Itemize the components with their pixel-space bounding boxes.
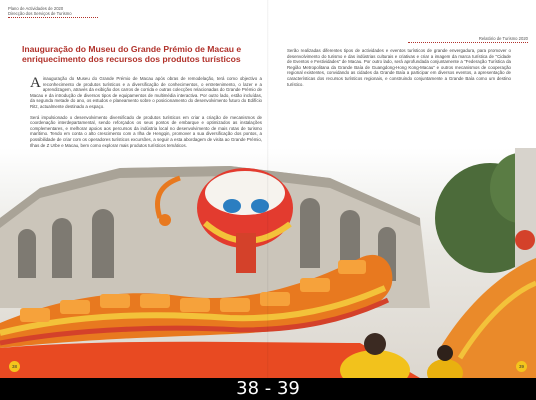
header-left-line1: Plano de Actividades de 2020: [8, 6, 64, 11]
page-number-right: 39: [516, 361, 527, 372]
pillar: [515, 148, 536, 268]
article-title: Inauguração do Museu do Grande Prémio de Macau e enriquecimento dos recursos dos produtos turísticos: [22, 44, 242, 64]
performer-head: [437, 345, 453, 361]
paragraph-right: Serão realizadas diferentes tipos de actividades e eventos turísticos de grande envergadura, para promover o desenvolvimento do turismo e das indústrias culturais e criativas e criar a imagem da marca turística de "Cidade de Eventos e Festividades" de Macau. Por outro lado, será aprofundada conjuntamente a "Federação Turística da Região Metropolitana da Grande Baía de Guangdong-Hong Kong-Macau" e outros mecanismos de cooperação regional existentes, convidando as cidades da Grande Baía a participar em diversos eventos, a apresentação de características dos recursos turísticos regionais, e construindo conjuntamente a Grande Baía como um destino turístico.: [287, 48, 511, 87]
performer-head: [364, 333, 386, 355]
paragraph-2: Será impulsionado o desenvolvimento diversificado de produtos turísticos em criar a criação de mecanismos de coordenação interdepartamental, sendo reforçados os seus pontos de embarque e optimizados as instalações complementares, e melhorar apoios aos percursos da indústria local no desenvolvimento de mais rotas de turismo marítimo. Tendo em conta o alto crescimento com a Ilha de Hengqin, promover a sua diversificação dos pontos, a possibilidade de criar com os operadores turísticos excursões, a seguir a esta abordagem de visita ao Grande Prémio, Ilhas de Z Urbe e Macau, bem como explorar mais produtos turísticos temáticos.: [30, 114, 262, 148]
page-gutter: [267, 0, 269, 378]
page-number-left: 38: [9, 361, 20, 372]
decorative-lantern: [515, 230, 535, 250]
running-header-right: [408, 36, 528, 43]
page-range-label: 38 - 39: [0, 378, 536, 400]
header-divider: [8, 17, 98, 18]
header-divider: [408, 42, 528, 43]
running-header-left: [8, 6, 98, 18]
header-left-line2: Direcção dos Serviços de Turismo: [8, 11, 72, 16]
drop-cap: A: [30, 75, 41, 91]
paragraph-1: inauguração do Museu do Grande Prémio de Macau após obras de remodelação, terá como objectivo a reconhecimento de produtos turísticos e a diversificação de conhecimentos, o entretenimento, o lazer e a aprendizagem, através da exibição dos carros de corrida e outras colecções relacionadas do Grande Prémio de Macau e da introdução de diversos tipos de equipamentos de multimédia interactiva. Por outro lado, estão incluídas, da segunda metade do ano, os estudos e planeamento sobre o posicionamento do desenvolvimento futuro do Edifício Ritz, actualmente destinado a espaço.: [30, 76, 262, 109]
body-column-left: [30, 76, 262, 153]
body-column-right: [287, 48, 511, 92]
header-right-line1: Relatório de Turismo 2020: [478, 36, 528, 41]
